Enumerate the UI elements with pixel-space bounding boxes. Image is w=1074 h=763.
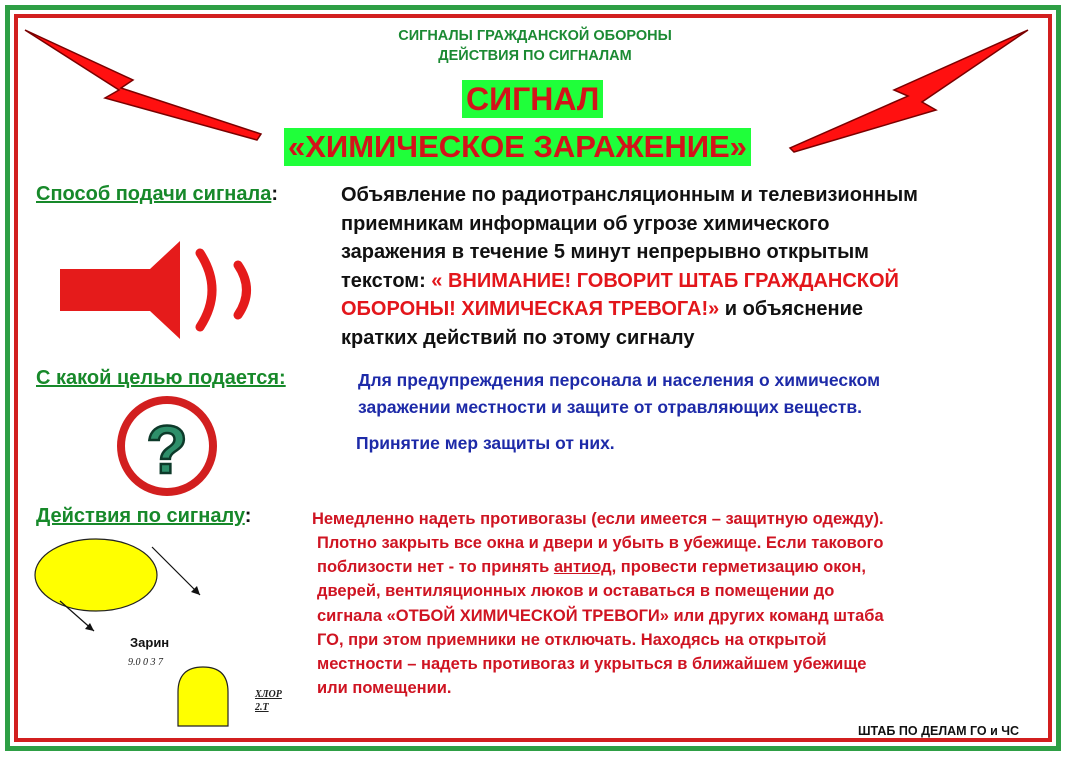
actions-line-4: дверей, вентиляционных люков и оставаться в помещении до	[317, 582, 835, 601]
actions-line-3-a: поблизости нет - то принять	[317, 558, 554, 577]
actions-line-2: Плотно закрыть все окна и двери и убыть в убежище. Если такового	[317, 534, 884, 552]
signal-title: СИГНАЛ	[462, 80, 603, 118]
purpose-text	[358, 367, 1058, 421]
header-line-1: СИГНАЛЫ ГРАЖДАНСКОЙ ОБОРОНЫ	[398, 28, 672, 44]
question-mark: ?	[146, 412, 188, 488]
actions-colon: :	[244, 505, 252, 527]
method-line-3: заражения в течение 5 минут непрерывно открытым	[341, 241, 869, 263]
method-label: Способ подачи сигнала	[36, 183, 272, 205]
signal-name: «ХИМИЧЕСКОЕ ЗАРАЖЕНИЕ»	[284, 128, 751, 166]
alert-text-part-1: « ВНИМАНИЕ! ГОВОРИТ ШТАБ ГРАЖДАНСКОЙ	[431, 269, 899, 292]
actions-first-line: Немедленно надеть противогазы (если имеется – защитную одежду).	[312, 510, 884, 528]
actions-line-6: ГО, при этом приемники не отключать. Находясь на открытой	[317, 630, 827, 649]
antidote-word: антиод	[553, 558, 612, 577]
method-line-6: кратких действий по этому сигналу	[341, 326, 695, 349]
chlorine-code: 2.Т	[255, 702, 269, 713]
method-line-5-suffix: и объяснение	[719, 298, 864, 320]
method-text	[341, 181, 1061, 352]
question-sign-icon	[112, 395, 222, 505]
actions-line-5: сигнала «ОТБОЙ ХИМИЧЕСКОЙ ТРЕВОГИ» или других команд штаба	[317, 606, 884, 625]
method-line-5	[341, 295, 1061, 324]
purpose-line-2: заражении местности и защите от отравляющих веществ.	[358, 397, 862, 417]
actions-label: Действия по сигналу	[36, 505, 245, 527]
actions-line-7: местности – надеть противогаз и укрыться в ближайшем убежище	[317, 655, 867, 674]
sarin-label: Зарин	[130, 635, 170, 650]
alert-text-part-2: ОБОРОНЫ! ХИМИЧЕСКАЯ ТРЕВОГА!»	[341, 298, 720, 320]
method-label-wrap	[36, 183, 278, 206]
purpose-line-1: Для предупреждения персонала и населения о химическом	[358, 370, 881, 390]
actions-text	[317, 531, 1057, 700]
method-line-1: Объявление по радиотрансляционным и телевизионным	[341, 184, 918, 206]
actions-line-3-b: , провести герметизацию окон,	[611, 558, 866, 577]
gas-cloud-illustration	[30, 535, 220, 645]
purpose-label: С какой целью подается:	[36, 367, 286, 389]
tombstone-shape-icon	[177, 666, 237, 728]
actions-line-3	[317, 555, 1057, 579]
method-line-4	[341, 267, 1061, 296]
actions-line-8: или помещении.	[317, 679, 452, 698]
footer-text: ШТАБ ПО ДЕЛАМ ГО и ЧС	[858, 724, 1020, 738]
sarin-code: 9.0 0 3 7	[128, 657, 163, 668]
ellipse-cloud-icon	[35, 539, 157, 611]
chlorine-label: ХЛОР	[255, 689, 282, 700]
right-lightning-bolt-icon	[790, 30, 1050, 170]
method-colon: :	[271, 183, 278, 205]
loudspeaker-icon	[58, 235, 278, 345]
header-line-2: ДЕЙСТВИЯ ПО СИГНАЛАМ	[438, 48, 632, 64]
method-line-2: приемникам информации об угрозе химического	[341, 212, 830, 235]
left-lightning-bolt-icon	[25, 22, 285, 162]
method-line-4-prefix: текстом:	[341, 269, 432, 292]
purpose-line-3: Принятие мер защиты от них.	[356, 433, 615, 453]
actions-label-wrap	[36, 505, 251, 528]
